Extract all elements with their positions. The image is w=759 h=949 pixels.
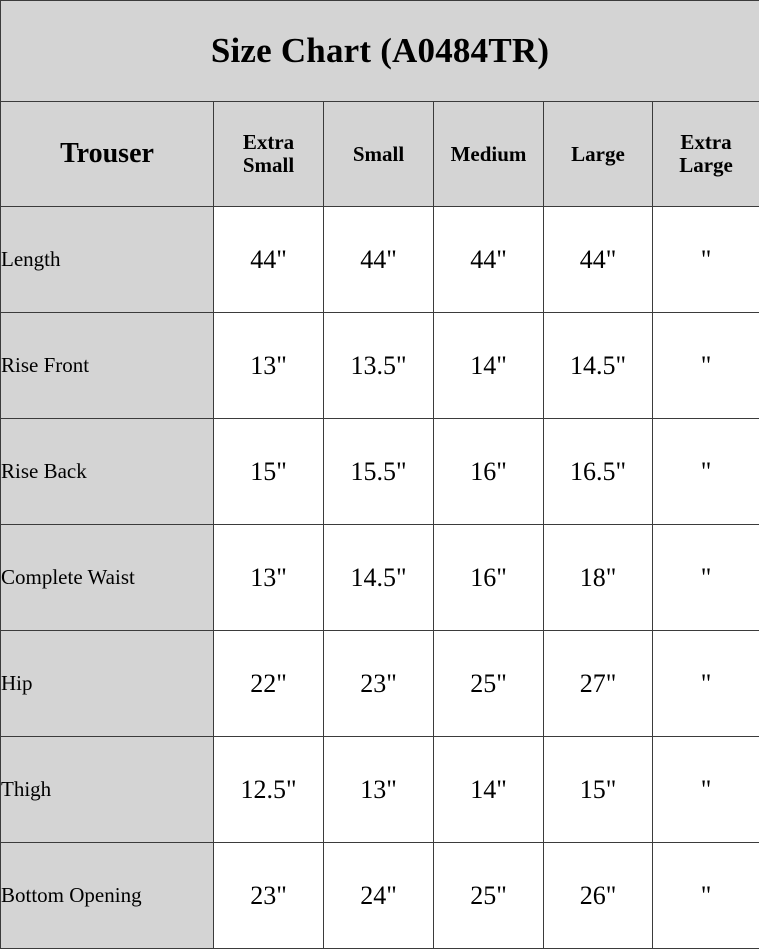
column-header-medium-line1: Medium (434, 143, 543, 166)
cell-bottom-opening-medium: 25" (434, 843, 544, 949)
cell-thigh-large: 15" (544, 737, 653, 843)
cell-length-medium: 44" (434, 207, 544, 313)
title-row (1, 1, 759, 102)
column-header-large (544, 102, 653, 207)
row-label-rise-front: Rise Front (1, 313, 214, 419)
cell-hip-extra-small: 22" (214, 631, 324, 737)
column-header-extra-small (214, 102, 324, 207)
cell-thigh-small: 13" (324, 737, 434, 843)
cell-complete-waist-small: 14.5" (324, 525, 434, 631)
row-label-thigh: Thigh (1, 737, 214, 843)
cell-thigh-extra-large: " (653, 737, 759, 843)
column-header-medium (434, 102, 544, 207)
cell-length-extra-small: 44" (214, 207, 324, 313)
cell-rise-front-small: 13.5" (324, 313, 434, 419)
column-header-trouser: Trouser (1, 102, 214, 207)
column-header-small-line1: Small (324, 143, 433, 166)
cell-complete-waist-large: 18" (544, 525, 653, 631)
column-header-small (324, 102, 434, 207)
table-row (1, 525, 759, 631)
cell-hip-extra-large: " (653, 631, 759, 737)
table-row (1, 737, 759, 843)
cell-length-large: 44" (544, 207, 653, 313)
cell-complete-waist-medium: 16" (434, 525, 544, 631)
column-header-extra-small-line2: Small (214, 154, 323, 177)
cell-length-small: 44" (324, 207, 434, 313)
cell-rise-back-extra-small: 15" (214, 419, 324, 525)
table-row (1, 631, 759, 737)
cell-rise-front-extra-small: 13" (214, 313, 324, 419)
column-header-large-line1: Large (544, 143, 652, 166)
column-header-extra-large-line1: Extra (653, 131, 759, 154)
column-header-extra-small-line1: Extra (214, 131, 323, 154)
cell-rise-back-large: 16.5" (544, 419, 653, 525)
cell-rise-front-medium: 14" (434, 313, 544, 419)
row-label-hip: Hip (1, 631, 214, 737)
column-header-extra-large (653, 102, 759, 207)
row-label-bottom-opening: Bottom Opening (1, 843, 214, 949)
cell-complete-waist-extra-small: 13" (214, 525, 324, 631)
row-label-rise-back: Rise Back (1, 419, 214, 525)
table-header-row (1, 102, 759, 207)
table-row (1, 313, 759, 419)
cell-hip-small: 23" (324, 631, 434, 737)
cell-thigh-medium: 14" (434, 737, 544, 843)
cell-rise-front-extra-large: " (653, 313, 759, 419)
cell-rise-front-large: 14.5" (544, 313, 653, 419)
cell-bottom-opening-small: 24" (324, 843, 434, 949)
cell-bottom-opening-large: 26" (544, 843, 653, 949)
cell-length-extra-large: " (653, 207, 759, 313)
cell-hip-medium: 25" (434, 631, 544, 737)
table-row (1, 843, 759, 949)
cell-rise-back-medium: 16" (434, 419, 544, 525)
cell-rise-back-extra-large: " (653, 419, 759, 525)
cell-hip-large: 27" (544, 631, 653, 737)
page-title: Size Chart (A0484TR) (1, 1, 759, 102)
cell-thigh-extra-small: 12.5" (214, 737, 324, 843)
column-header-extra-large-line2: Large (653, 154, 759, 177)
cell-bottom-opening-extra-large: " (653, 843, 759, 949)
cell-bottom-opening-extra-small: 23" (214, 843, 324, 949)
table-row (1, 419, 759, 525)
cell-rise-back-small: 15.5" (324, 419, 434, 525)
row-label-complete-waist: Complete Waist (1, 525, 214, 631)
cell-complete-waist-extra-large: " (653, 525, 759, 631)
row-label-length: Length (1, 207, 214, 313)
table-row (1, 207, 759, 313)
